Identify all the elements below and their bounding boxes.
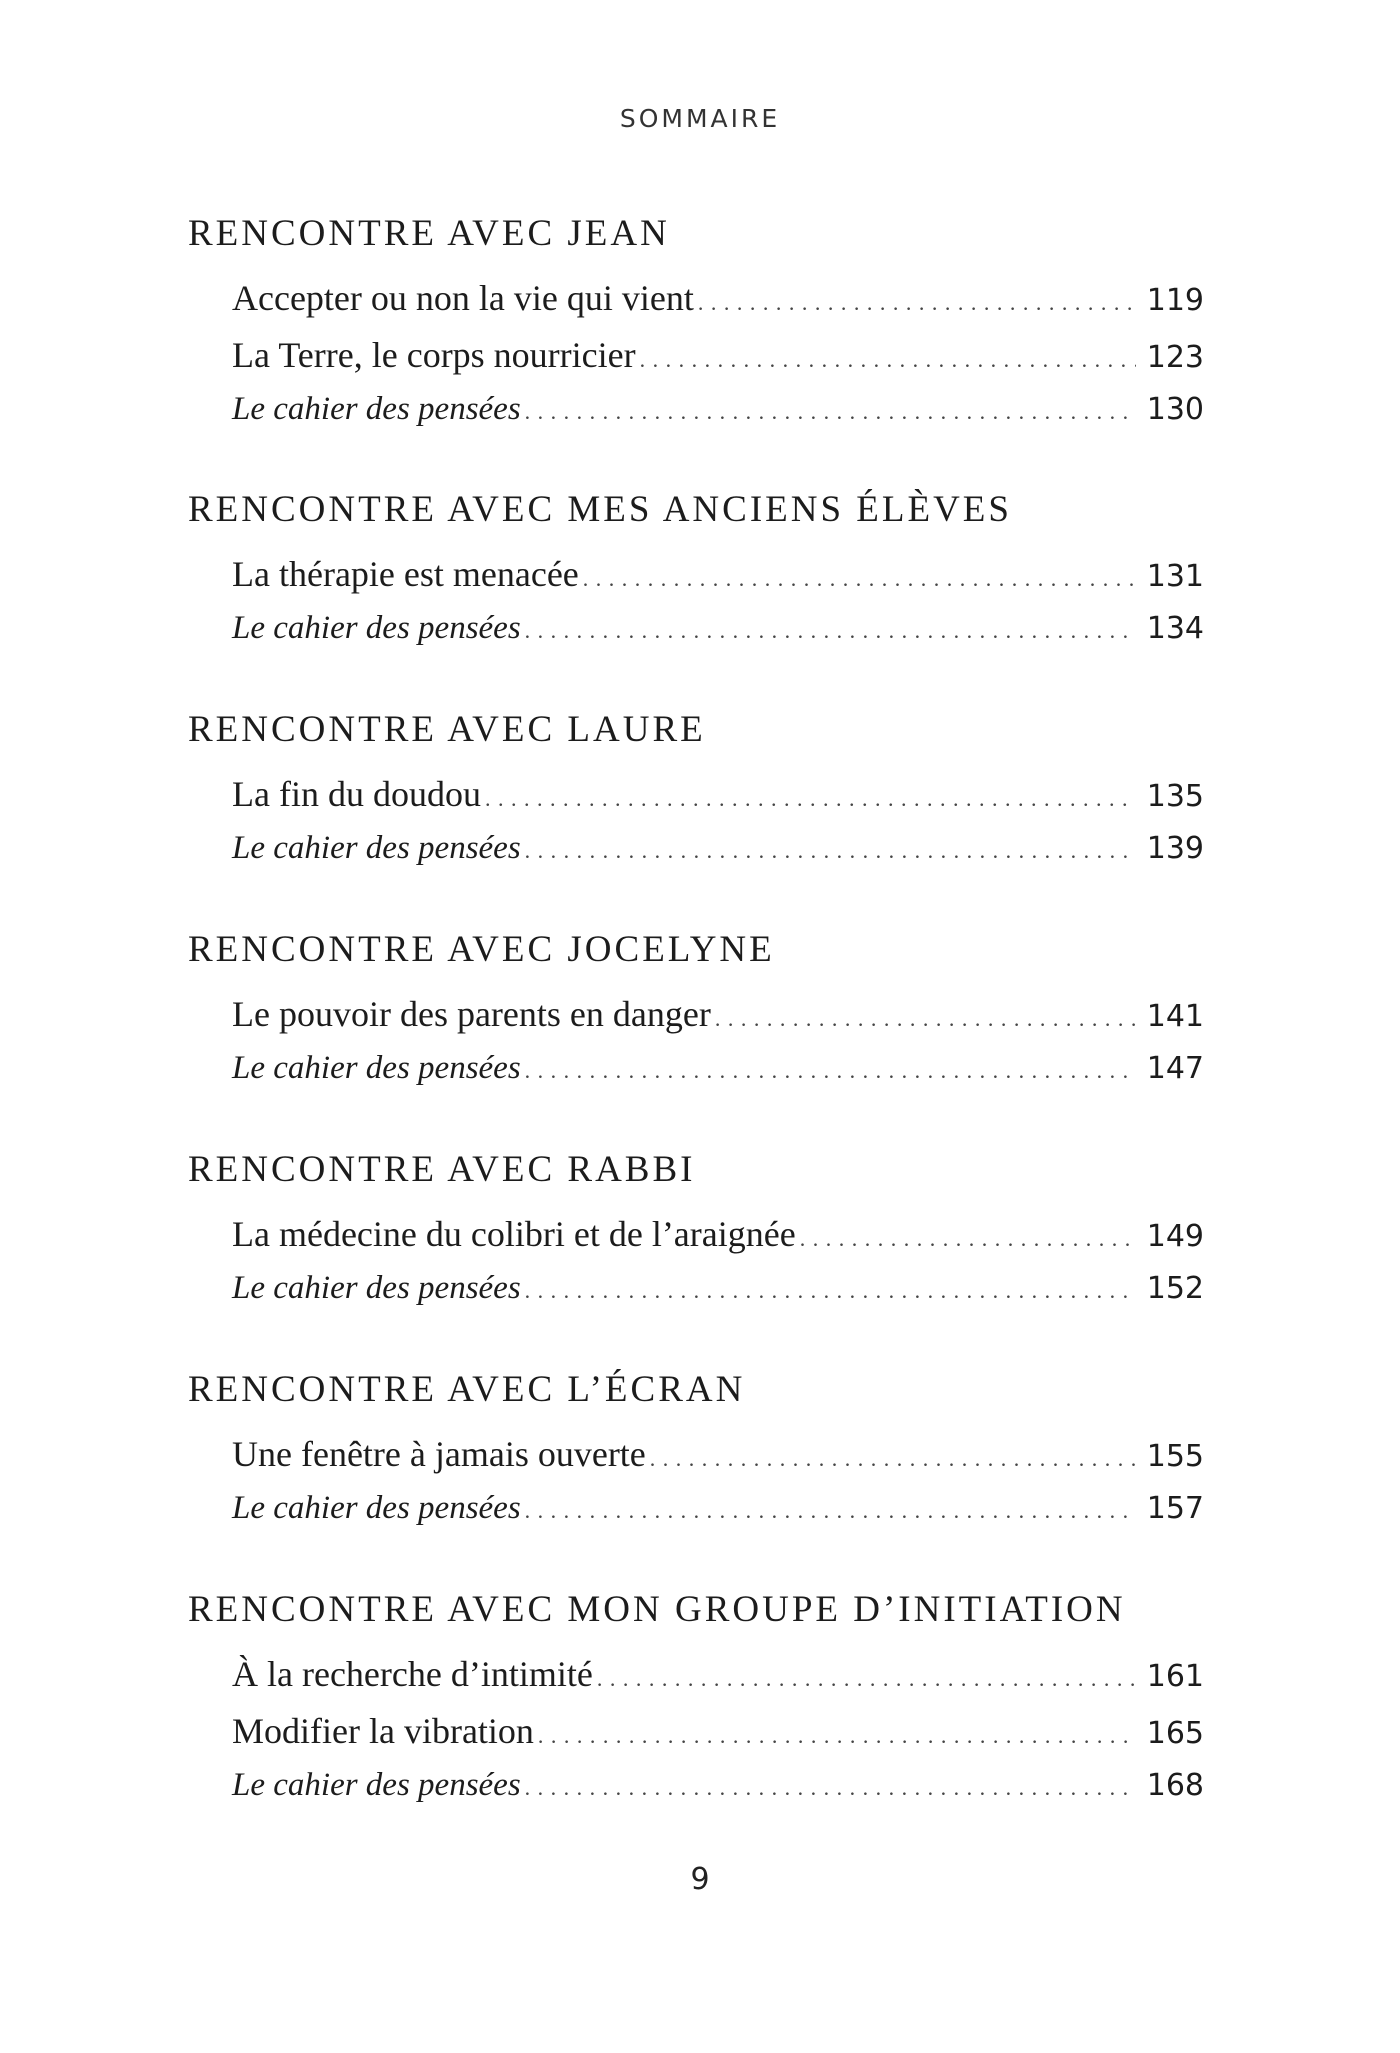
toc-entry[interactable] bbox=[232, 1710, 1204, 1760]
toc-entry[interactable] bbox=[232, 553, 1204, 603]
section-title: RENCONTRE AVEC JEAN bbox=[188, 213, 670, 254]
dot-leader bbox=[525, 399, 1136, 425]
entry-title: À la recherche d’intimité bbox=[232, 1654, 593, 1694]
toc-entry[interactable] bbox=[232, 993, 1204, 1043]
section-title: RENCONTRE AVEC RABBI bbox=[188, 1149, 696, 1190]
entry-page-number: 147 bbox=[1146, 1051, 1204, 1086]
entry-page-number: 157 bbox=[1146, 1491, 1204, 1526]
dot-leader bbox=[650, 1446, 1136, 1472]
toc-entry[interactable] bbox=[232, 830, 1204, 880]
toc-entry[interactable] bbox=[232, 1653, 1204, 1703]
toc-entry[interactable] bbox=[232, 1433, 1204, 1483]
entry-page-number: 161 bbox=[1146, 1659, 1204, 1694]
dot-leader bbox=[583, 566, 1136, 592]
toc-entry[interactable] bbox=[232, 1270, 1204, 1320]
section-title: RENCONTRE AVEC MON GROUPE D’INITIATION bbox=[188, 1589, 1126, 1630]
toc-entry[interactable] bbox=[232, 334, 1204, 384]
dot-leader bbox=[538, 1723, 1136, 1749]
entry-page-number: 168 bbox=[1146, 1768, 1204, 1803]
dot-leader bbox=[525, 1278, 1136, 1304]
entry-title: La fin du doudou bbox=[232, 774, 481, 814]
entry-page-number: 149 bbox=[1146, 1219, 1204, 1254]
toc-entry[interactable] bbox=[232, 610, 1204, 660]
dot-leader bbox=[640, 347, 1136, 373]
entry-page-number: 139 bbox=[1146, 831, 1204, 866]
entry-title: Le cahier des pensées bbox=[232, 1767, 521, 1803]
entry-title: Le pouvoir des parents en danger bbox=[232, 994, 711, 1034]
dot-leader bbox=[525, 1498, 1136, 1524]
dot-leader bbox=[485, 786, 1136, 812]
toc-entry[interactable] bbox=[232, 773, 1204, 823]
entry-title: Le cahier des pensées bbox=[232, 391, 521, 427]
entry-page-number: 134 bbox=[1146, 611, 1204, 646]
section-title: RENCONTRE AVEC JOCELYNE bbox=[188, 929, 775, 970]
entry-page-number: 123 bbox=[1146, 340, 1204, 375]
running-head: SOMMAIRE bbox=[619, 104, 781, 133]
entry-page-number: 165 bbox=[1146, 1716, 1204, 1751]
section-title: RENCONTRE AVEC MES ANCIENS ÉLÈVES bbox=[188, 489, 1012, 530]
entry-title: Accepter ou non la vie qui vient bbox=[232, 278, 694, 318]
entry-title: Le cahier des pensées bbox=[232, 1050, 521, 1086]
entry-page-number: 135 bbox=[1146, 779, 1204, 814]
page-number: 9 bbox=[690, 1862, 710, 1897]
entry-page-number: 130 bbox=[1146, 392, 1204, 427]
entry-title: Une fenêtre à jamais ouverte bbox=[232, 1434, 646, 1474]
dot-leader bbox=[525, 1058, 1136, 1084]
dot-leader bbox=[698, 290, 1136, 316]
dot-leader bbox=[800, 1226, 1136, 1252]
toc-entry[interactable] bbox=[232, 277, 1204, 327]
entry-page-number: 119 bbox=[1146, 283, 1204, 318]
dot-leader bbox=[525, 1775, 1136, 1801]
dot-leader bbox=[597, 1666, 1136, 1692]
entry-title: Le cahier des pensées bbox=[232, 1270, 521, 1306]
entry-title: Modifier la vibration bbox=[232, 1711, 534, 1751]
entry-title: Le cahier des pensées bbox=[232, 1490, 521, 1526]
dot-leader bbox=[525, 838, 1136, 864]
entry-page-number: 155 bbox=[1146, 1439, 1204, 1474]
dot-leader bbox=[525, 618, 1136, 644]
toc-entry[interactable] bbox=[232, 1767, 1204, 1817]
entry-title: La Terre, le corps nourricier bbox=[232, 335, 636, 375]
section-title: RENCONTRE AVEC LAURE bbox=[188, 709, 706, 750]
entry-title: Le cahier des pensées bbox=[232, 830, 521, 866]
entry-page-number: 141 bbox=[1146, 999, 1204, 1034]
toc-entry[interactable] bbox=[232, 1213, 1204, 1263]
entry-page-number: 131 bbox=[1146, 559, 1204, 594]
toc-entry[interactable] bbox=[232, 391, 1204, 441]
entry-title: La thérapie est menacée bbox=[232, 554, 579, 594]
entry-page-number: 152 bbox=[1146, 1271, 1204, 1306]
dot-leader bbox=[715, 1006, 1136, 1032]
section-title: RENCONTRE AVEC L’ÉCRAN bbox=[188, 1369, 746, 1410]
toc-entry[interactable] bbox=[232, 1490, 1204, 1540]
toc-entry[interactable] bbox=[232, 1050, 1204, 1100]
entry-title: La médecine du colibri et de l’araignée bbox=[232, 1214, 796, 1254]
entry-title: Le cahier des pensées bbox=[232, 610, 521, 646]
